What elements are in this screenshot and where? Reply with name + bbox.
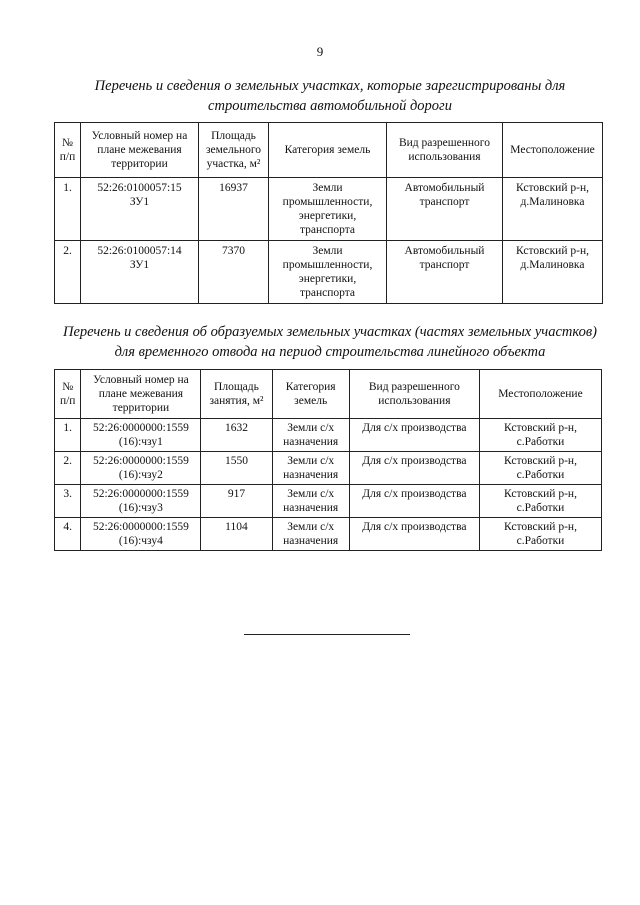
cell-text: территории <box>111 158 168 170</box>
cell-text: использования <box>378 395 451 407</box>
cell-number <box>55 452 81 485</box>
section2-title-line: Перечень и сведения об образуемых земельных участках (частях земельных участков) <box>63 324 597 340</box>
cell-text: д.Малиновка <box>520 259 585 271</box>
cell-text: использования <box>408 151 481 163</box>
header-number <box>55 123 81 178</box>
header-area <box>201 370 272 419</box>
table-header <box>55 370 602 419</box>
cell-text: транспорта <box>299 287 356 299</box>
cell-text: № <box>62 381 74 393</box>
cell-text: плане межевания <box>97 144 182 156</box>
cell-text: промышленности, <box>282 196 373 208</box>
cell-text: Кстовский р-н, <box>516 182 589 194</box>
table-body <box>55 419 602 551</box>
header-permitted-use <box>349 370 479 419</box>
cell-location <box>479 485 601 518</box>
table-row <box>55 241 603 304</box>
table-row <box>55 419 602 452</box>
cell-land-category <box>272 485 349 518</box>
cell-text: 3. <box>63 488 73 500</box>
cell-text: ЗУ1 <box>129 196 150 208</box>
cell-cadastral-number <box>81 241 199 304</box>
cell-text: участка, м² <box>206 158 261 170</box>
cell-text: назначения <box>283 502 339 514</box>
cell-text: Вид разрешенного <box>398 137 490 149</box>
cell-text: Условный номер на <box>91 130 188 142</box>
cell-area <box>201 485 272 518</box>
cell-text: (16):чзу1 <box>118 436 163 448</box>
cell-location <box>503 178 603 241</box>
section2-title <box>40 322 620 362</box>
page-number: 9 <box>316 44 324 59</box>
cell-text: Для с/х производства <box>362 488 467 500</box>
table-row <box>55 178 603 241</box>
cell-cadastral-number <box>81 485 201 518</box>
cell-number <box>55 485 81 518</box>
cell-text: 1550 <box>224 455 248 467</box>
cell-text: земель <box>294 395 328 407</box>
cell-text: Категория <box>285 381 336 393</box>
cell-text: транспорт <box>419 259 470 271</box>
cell-text: транспорта <box>299 224 356 236</box>
section2-title-line: для временного отвода на период строительства линейного объекта <box>114 344 546 360</box>
cell-text: плане межевания <box>98 388 184 400</box>
cell-text: № <box>62 137 73 149</box>
cell-text: Автомобильный <box>404 245 485 257</box>
cell-area <box>201 452 272 485</box>
cell-text: с.Работки <box>516 502 565 514</box>
cell-text: Площадь <box>214 381 259 393</box>
cell-cadastral-number <box>81 452 201 485</box>
cell-text: Кстовский р-н, <box>503 521 577 533</box>
footer-rule <box>244 634 410 635</box>
cell-text: 52:26:0100057:15 <box>97 182 182 194</box>
cell-number <box>55 518 81 551</box>
cell-text: с.Работки <box>516 469 565 481</box>
cell-text: ЗУ1 <box>129 259 150 271</box>
cell-text: Земли <box>312 182 343 194</box>
cell-text: 52:26:0000000:1559 <box>92 455 189 467</box>
cell-text: Автомобильный <box>404 182 485 194</box>
cell-permitted-use <box>349 518 479 551</box>
cell-text: Местоположение <box>510 144 595 156</box>
cell-number <box>55 419 81 452</box>
cell-text: Вид разрешенного <box>368 381 460 393</box>
header-area <box>199 123 269 178</box>
cell-text: Земли с/х <box>287 488 335 500</box>
cell-text: 2. <box>63 455 73 467</box>
cell-cadastral-number <box>81 178 199 241</box>
cell-text: Кстовский р-н, <box>503 422 577 434</box>
cell-text: (16):чзу3 <box>118 502 163 514</box>
registered-plots-table <box>54 122 603 304</box>
cell-text: 52:26:0000000:1559 <box>92 521 189 533</box>
cell-text: Земли с/х <box>287 422 335 434</box>
cell-cadastral-number <box>81 518 201 551</box>
cell-text: промышленности, <box>282 259 373 271</box>
cell-text: энергетики, <box>298 210 357 222</box>
cell-text: территории <box>112 402 170 414</box>
cell-permitted-use <box>349 452 479 485</box>
cell-text: 1632 <box>224 422 248 434</box>
cell-permitted-use <box>349 419 479 452</box>
cell-permitted-use <box>387 178 503 241</box>
cell-area <box>199 178 269 241</box>
cell-text: с.Работки <box>516 535 565 547</box>
cell-text: Земли с/х <box>287 455 335 467</box>
cell-permitted-use <box>387 241 503 304</box>
cell-text: Для с/х производства <box>362 422 467 434</box>
cell-permitted-use <box>349 485 479 518</box>
cell-location <box>479 452 601 485</box>
header-land-category <box>269 123 387 178</box>
cell-text: Для с/х производства <box>362 455 467 467</box>
cell-cadastral-number <box>81 419 201 452</box>
cell-land-category <box>272 518 349 551</box>
header-location <box>503 123 603 178</box>
cell-text: 1104 <box>225 521 248 533</box>
cell-area <box>199 241 269 304</box>
cell-text: с.Работки <box>516 436 565 448</box>
cell-number <box>55 241 81 304</box>
cell-text: п/п <box>59 151 76 163</box>
cell-text: Земли <box>312 245 343 257</box>
cell-text: Площадь <box>211 130 256 142</box>
table-row <box>55 518 602 551</box>
cell-text: 4. <box>63 521 73 533</box>
cell-text: Категория земель <box>284 144 371 156</box>
cell-text: Кстовский р-н, <box>503 488 577 500</box>
cell-land-category <box>272 419 349 452</box>
table-row <box>55 452 602 485</box>
header-cadastral-number <box>81 123 199 178</box>
cell-text: Для с/х производства <box>362 521 467 533</box>
temporary-plots-table <box>54 369 602 551</box>
cell-text: п/п <box>59 395 76 407</box>
cell-text: 7370 <box>222 245 245 257</box>
header-number <box>55 370 81 419</box>
cell-text: 52:26:0000000:1559 <box>92 488 189 500</box>
cell-text: Условный номер на <box>93 374 189 386</box>
cell-text: назначения <box>283 469 339 481</box>
cell-location <box>503 241 603 304</box>
cell-text: Кстовский р-н, <box>503 455 577 467</box>
table-header <box>55 123 603 178</box>
table-row <box>55 485 602 518</box>
cell-text: назначения <box>283 436 339 448</box>
header-permitted-use <box>387 123 503 178</box>
cell-text: земельного <box>205 144 262 156</box>
header-row <box>55 370 602 419</box>
header-land-category <box>272 370 349 419</box>
cell-text: 2. <box>63 245 72 257</box>
cell-text: Кстовский р-н, <box>516 245 589 257</box>
cell-location <box>479 419 601 452</box>
header-cadastral-number <box>81 370 201 419</box>
table-body <box>55 178 603 304</box>
cell-text: транспорт <box>419 196 470 208</box>
cell-text: 1. <box>63 422 73 434</box>
section1-title-line: Перечень и сведения о земельных участках, которые зарегистрированы для <box>94 78 566 94</box>
cell-text: назначения <box>283 535 339 547</box>
cell-text: 917 <box>227 488 246 500</box>
cell-area <box>201 518 272 551</box>
cell-text: Местоположение <box>498 388 583 400</box>
section1-title-line: строительства автомобильной дороги <box>208 98 452 114</box>
header-row <box>55 123 603 178</box>
cell-text: 52:26:0000000:1559 <box>92 422 189 434</box>
cell-text: занятия, м² <box>209 395 264 407</box>
section1-title <box>40 76 620 116</box>
cell-land-category <box>269 241 387 304</box>
cell-text: д.Малиновка <box>520 196 585 208</box>
cell-land-category <box>269 178 387 241</box>
cell-text: Земли с/х <box>287 521 335 533</box>
cell-text: энергетики, <box>298 273 357 285</box>
cell-text: 1. <box>63 182 72 194</box>
cell-location <box>479 518 601 551</box>
cell-text: 16937 <box>219 182 248 194</box>
header-location <box>479 370 601 419</box>
cell-number <box>55 178 81 241</box>
cell-text: (16):чзу4 <box>118 535 163 547</box>
cell-text: 52:26:0100057:14 <box>97 245 182 257</box>
cell-text: (16):чзу2 <box>118 469 163 481</box>
cell-land-category <box>272 452 349 485</box>
cell-area <box>201 419 272 452</box>
